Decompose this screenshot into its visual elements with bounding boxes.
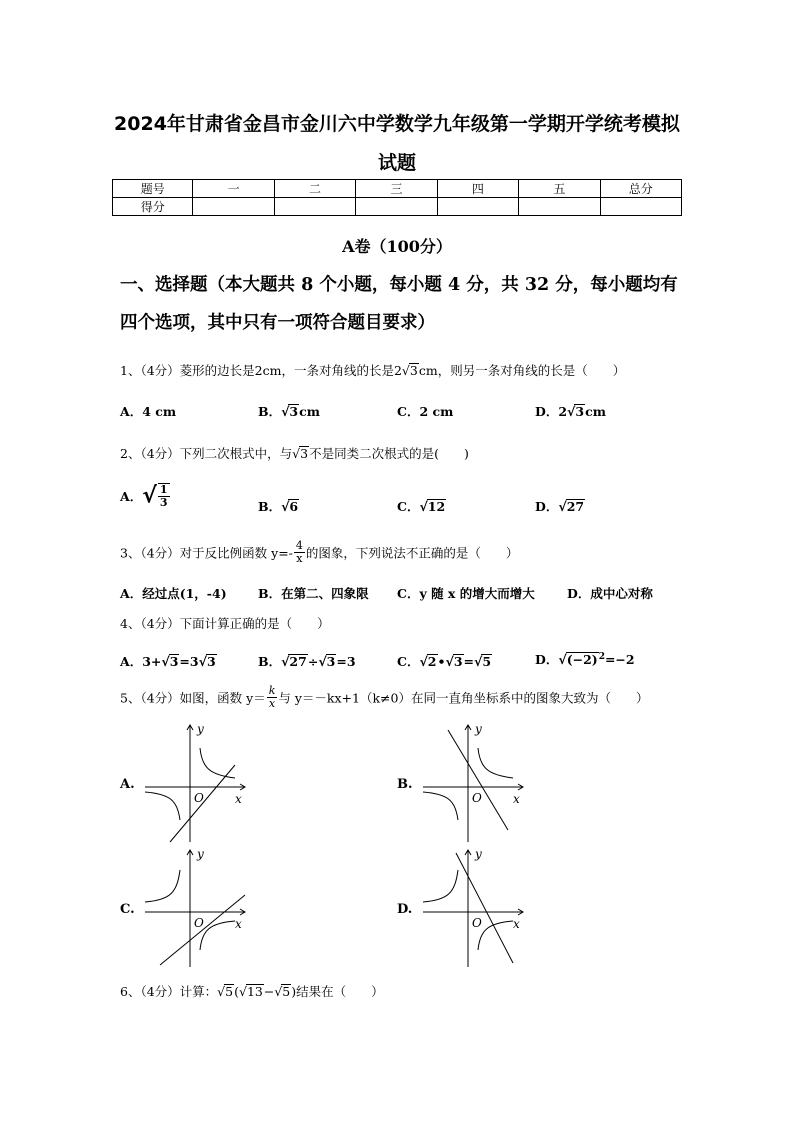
origin-label: O [194,916,204,930]
q6-text-b: 结果在（ ） [296,984,384,999]
q3-option-a: A．经过点(1，-4) [120,586,227,601]
score-input-cell[interactable] [193,198,274,216]
y-axis-label: y [197,847,204,861]
x-axis-label: x [513,917,520,931]
q4-option-c [397,652,492,670]
origin-label: O [472,791,482,805]
x-axis-label: x [513,792,520,806]
q3-text-b: 的图象，下列说法不正确的是（ ） [305,545,519,561]
origin-label: O [194,791,204,805]
q3-option-c: C．y 随 x 的增大而增大 [397,586,535,601]
fraction [294,540,305,565]
hyperbola-branch-2 [423,792,458,820]
radicand: 3 [300,446,309,461]
denominator: x [268,697,276,710]
q6-text-a: 6、（4分）计算： [120,984,218,999]
option-label: C． [397,654,420,669]
q3-text-a: 3、（4分）对于反比例函数 y=- [120,545,293,561]
score-cell: 三 [356,180,437,198]
sqrt-icon: √ [445,654,454,669]
option-label: A． [120,489,143,504]
radicand: 3 [575,404,585,419]
q2-option-d [535,497,585,515]
radicand: 3 [326,654,336,669]
graph-label-b: B. [397,777,413,792]
score-input-cell[interactable] [437,198,518,216]
score-input-cell[interactable] [600,198,681,216]
radicand: 5 [482,654,492,669]
question-5-stem [120,685,648,710]
sqrt-icon: √ [318,654,327,669]
q4-option-d [535,650,635,668]
hyperbola-branch-2 [200,921,235,950]
q2-option-c [397,497,446,515]
score-cell: 题号 [113,180,193,198]
q1-text-a: 1、（4分）菱形的边长是2cm，一条对角线的长是2 [120,363,402,378]
graph-label-c: C. [120,902,135,917]
option-label: B． [258,499,282,514]
minus-sign: − [263,984,275,999]
radicand: 2 [427,654,437,669]
paren-open: ( [234,984,239,999]
denominator: 3 [159,496,168,509]
graph-a [140,720,250,845]
y-axis-label: y [197,722,204,736]
graph-d [418,845,528,970]
score-row-label: 得分 [113,198,193,216]
radicand: 3 [409,363,418,378]
score-input-cell[interactable] [274,198,355,216]
section-1-heading: 一、选择题（本大题共 8 个小题，每小题 4 分，共 32 分，每小题均有四个选项，其中只有一项符合题目要求） [120,275,678,333]
question-3-stem [120,540,518,565]
q5-text-b: 与 y＝－kx+1（k≠0）在同一直角坐标系中的图象大致为（ ） [278,690,649,706]
radicand: (−2) [566,652,598,667]
q5-text-a: 5、（4分）如图，函数 y＝ [120,690,266,706]
radicand: 27 [566,499,585,514]
exam-title-line2: 试题 [377,152,416,174]
option-label: B． [258,404,282,419]
numerator: k [268,684,276,697]
fraction [267,685,278,710]
option-text: ÷ [307,654,319,669]
sqrt-icon: √ [292,446,301,461]
hyperbola-branch-1 [478,748,513,778]
radicand: 3 [169,654,179,669]
radicand: 5 [225,984,234,999]
radicand: 3 [289,404,299,419]
option-label: C． [397,499,420,514]
q2-text-a: 2、（4分）下列二次根式中，与 [120,446,293,461]
sqrt-icon: √ [419,654,428,669]
q1-option-d [535,402,606,420]
x-axis-label: x [235,792,242,806]
radicand: 3 [453,654,463,669]
radicand: 5 [282,984,291,999]
radicand: 27 [289,654,307,669]
score-cell: 五 [519,180,600,198]
score-cell: 二 [274,180,355,198]
sqrt-icon: √ [567,404,576,419]
hyperbola-branch-1 [423,870,458,902]
sqrt-icon: √ [238,984,247,999]
graph-label-d: D. [397,902,413,917]
q1-option-c: C．2 cm [397,404,454,419]
hyperbola-branch-2 [145,792,180,820]
y-axis-label: y [475,722,482,736]
paren-close: ) [291,984,297,999]
sqrt-icon: √ [401,363,410,378]
sqrt-icon: √ [474,654,483,669]
option-text: =−2 [604,652,635,667]
radicand: 6 [289,499,299,514]
question-6-stem [120,982,384,1000]
sqrt-icon: √ [281,404,290,419]
q3-option-d: D．成中心对称 [567,586,653,601]
option-text: = [463,654,475,669]
sqrt-icon: √ [558,499,567,514]
q3-option-b: B．在第二、四象限 [258,586,369,601]
y-axis-label: y [475,847,482,861]
fraction [158,483,170,509]
score-cell: 一 [193,180,274,198]
sqrt-icon: √ [198,654,207,669]
sqrt-icon: √ [142,483,157,509]
line-graph [456,853,513,963]
radicand: 13 [246,984,263,999]
exam-title-line1: 2024年甘肃省金昌市金川六中学数学九年级第一学期开学统考模拟 [114,113,680,135]
option-text: =3 [336,654,356,669]
q2-option-a [120,483,171,509]
option-label: B． [258,654,282,669]
score-cell: 总分 [600,180,681,198]
option-unit: cm [299,404,320,419]
question-1-stem [120,361,625,379]
graph-label-a: A. [120,777,135,792]
numerator: 4 [295,539,303,552]
radicand: 12 [427,499,446,514]
score-input-cell[interactable] [519,198,600,216]
score-table [112,179,682,216]
sqrt-icon: √ [217,984,226,999]
option-label: D． [535,499,559,514]
line-graph [160,895,245,965]
question-2-stem [120,444,469,462]
denominator: x [296,552,303,565]
q2-option-b [258,497,299,515]
sqrt-icon: √ [281,654,290,669]
q2-text-b: 不是同类二次根式的是( ) [309,446,469,461]
option-label: D． [535,652,559,667]
radicand: 3 [206,654,216,669]
section-a-title: A卷（100分） [342,237,452,256]
x-axis-label: x [235,917,242,931]
sqrt-icon: √ [281,499,290,514]
graph-b [418,720,528,845]
exponent: 2 [598,651,605,662]
question-4-stem: 4、（4分）下面计算正确的是（ ） [120,616,330,631]
sqrt-icon: √ [558,652,567,667]
sqrt-icon: √ [274,984,283,999]
option-text: =3 [179,654,199,669]
score-input-cell[interactable] [356,198,437,216]
q4-option-a [120,652,217,670]
graph-c [140,845,250,970]
sqrt-icon: √ [419,499,428,514]
q1-option-a: A．4 cm [120,404,177,419]
hyperbola-branch-2 [478,921,513,950]
sqrt-icon: √ [161,654,170,669]
q1-text-b: cm，则另一条对角线的长是（ ） [418,363,626,378]
option-text: A．3+ [120,654,162,669]
q4-option-b [258,652,356,670]
score-cell: 四 [437,180,518,198]
option-text: • [437,654,446,669]
option-label: D．2 [535,404,568,419]
option-unit: cm [585,404,606,419]
origin-label: O [472,916,482,930]
numerator: 1 [159,483,168,496]
hyperbola-branch-1 [145,870,180,902]
score-table-header-row [113,180,682,198]
q1-option-b [258,402,320,420]
hyperbola-branch-1 [200,748,235,778]
score-table-score-row [113,198,682,216]
